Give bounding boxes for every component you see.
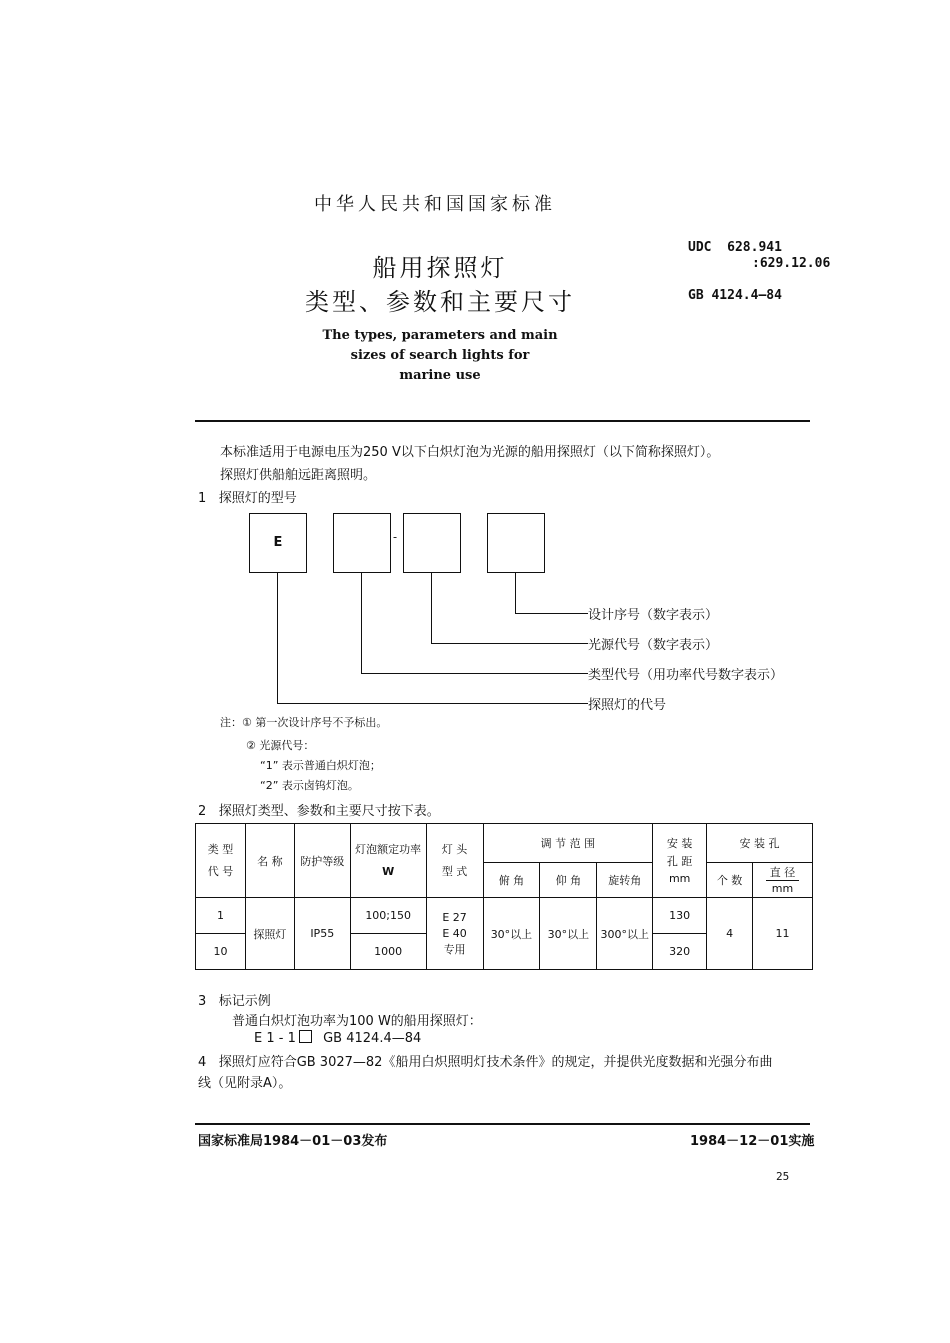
leader-type-h: [361, 673, 588, 674]
table-row: [196, 898, 813, 934]
gb-number: GB 4124.4—84: [688, 288, 782, 303]
note-3: “1” 表示普通白炽灯泡；: [260, 759, 381, 772]
section2-title: 探照灯类型、参数和主要尺寸按下表。: [218, 804, 440, 819]
cell-depress: 30°以上: [483, 898, 540, 970]
leader-code-v: [277, 572, 278, 703]
title-en-line3: marine use: [399, 368, 481, 383]
udc-line1: 628.941: [727, 240, 782, 255]
title-cn-line2: 类型、参数和主要尺寸: [305, 288, 575, 316]
leader-code-h: [277, 703, 588, 704]
th-power: [350, 824, 426, 898]
th-power-unit: W: [382, 864, 395, 878]
label-light-source: 光源代号（数字表示）: [588, 638, 719, 653]
cell-cap-types: E 27 E 40 专用: [426, 898, 483, 970]
section4-line2: 线（见附录A）。: [198, 1076, 292, 1091]
note-2: ② 光源代号：: [246, 739, 315, 752]
th-name: 名 称: [245, 824, 294, 898]
th-spacing: [653, 824, 707, 898]
footer-effective: 1984－12－01实施: [690, 1134, 815, 1149]
th-depress: 俯 角: [483, 863, 540, 898]
table-header-row-1: [196, 824, 813, 863]
designation-box-light: [403, 513, 461, 573]
label-lamp-code: 探照灯的代号: [588, 698, 667, 713]
leader-type-v: [361, 572, 362, 673]
th-spacing-label: 安 装 孔 距: [666, 836, 693, 868]
cell-rotate: 300°以上: [597, 898, 653, 970]
cell-row2-code: 10: [196, 934, 246, 970]
cell-row1-spacing: 130: [653, 898, 707, 934]
label-type-code: 类型代号（用功率代号数字表示）: [588, 668, 784, 683]
section4-number: 4: [198, 1055, 207, 1070]
leader-light-h: [431, 643, 588, 644]
cell-diameter: 11: [753, 898, 813, 970]
section2-number: 2: [198, 804, 207, 819]
th-type-code: 类 型 代 号: [196, 824, 246, 898]
udc-line2: :629.12.06: [752, 256, 831, 271]
section1-number: 1: [198, 491, 207, 506]
th-diameter-label: 直 径: [766, 865, 800, 881]
title-en: [250, 326, 630, 386]
th-adjust: 调 节 范 围: [483, 824, 653, 863]
th-elevate: 仰 角: [540, 863, 597, 898]
title-cn-line1: 船用探照灯: [372, 254, 508, 282]
th-power-label: 灯泡额定功率: [355, 842, 422, 856]
params-table: [195, 823, 813, 970]
section3-title: 标记示例: [218, 994, 271, 1009]
th-rotate: 旋转角: [597, 863, 653, 898]
section3-heading: [198, 990, 271, 1009]
cell-row1-code: 1: [196, 898, 246, 934]
th-holes: 安 装 孔: [707, 824, 813, 863]
section1-heading: [198, 487, 297, 506]
designation-dash: -: [393, 530, 398, 544]
cell-row2-spacing: 320: [653, 934, 707, 970]
intro-line2: 探照灯供船舶远距离照明。: [220, 468, 377, 483]
page-number: 25: [776, 1170, 790, 1183]
standard-name: 中华人民共和国国家标准: [314, 194, 556, 215]
th-spacing-unit: mm: [668, 871, 691, 885]
marking-suffix: GB 4124.4—84: [323, 1031, 422, 1046]
section4-line1: [198, 1051, 772, 1070]
title-en-line2: sizes of search lights for: [350, 348, 530, 363]
section2-heading: [198, 800, 440, 819]
marking-prefix: E 1 - 1: [254, 1031, 296, 1046]
udc-block: [688, 240, 830, 272]
header-rule: [195, 420, 810, 422]
marking-placeholder-box: [299, 1030, 312, 1043]
th-cap: 灯 头 型 式: [426, 824, 483, 898]
section3-desc: 普通白炽灯泡功率为100 W的船用探照灯：: [232, 1014, 482, 1029]
cell-elevate: 30°以上: [540, 898, 597, 970]
designation-box-e: [249, 513, 307, 573]
section1-title: 探照灯的型号: [218, 491, 297, 506]
label-serial: 设计序号（数字表示）: [588, 608, 719, 623]
udc-label: UDC: [688, 240, 712, 255]
th-count: 个 数: [707, 863, 753, 898]
marking-example: [254, 1030, 421, 1046]
title-en-line1: The types, parameters and main: [322, 328, 558, 343]
leader-light-v: [431, 572, 432, 643]
th-protection: 防护等级: [294, 824, 350, 898]
designation-box-e-text: E: [273, 535, 283, 550]
designation-box-type: [333, 513, 391, 573]
leader-serial-v: [515, 572, 516, 613]
section4-text-line1: 探照灯应符合GB 3027—82《船用白炽照明灯技术条件》的规定，并提供光度数据和光强分布曲: [218, 1055, 773, 1070]
cell-row2-power: 1000: [350, 934, 426, 970]
cell-count: 4: [707, 898, 753, 970]
designation-box-serial: [487, 513, 545, 573]
footer-rule: [195, 1123, 810, 1125]
cell-name: 探照灯: [245, 898, 294, 970]
note-4: “2” 表示卤钨灯泡。: [260, 779, 359, 792]
cell-protection: IP55: [294, 898, 350, 970]
th-diameter-unit: mm: [771, 881, 794, 895]
th-diameter: [753, 863, 813, 898]
leader-serial-h: [515, 613, 588, 614]
note-1: 注：① 第一次设计序号不予标出。: [220, 716, 388, 729]
cell-row1-power: 100;150: [350, 898, 426, 934]
footer-issued: 国家标准局1984－01－03发布: [198, 1134, 388, 1149]
section3-number: 3: [198, 994, 207, 1009]
intro-line1: 本标准适用于电源电压为250 V以下白炽灯泡为光源的船用探照灯（以下简称探照灯）。: [220, 445, 720, 460]
